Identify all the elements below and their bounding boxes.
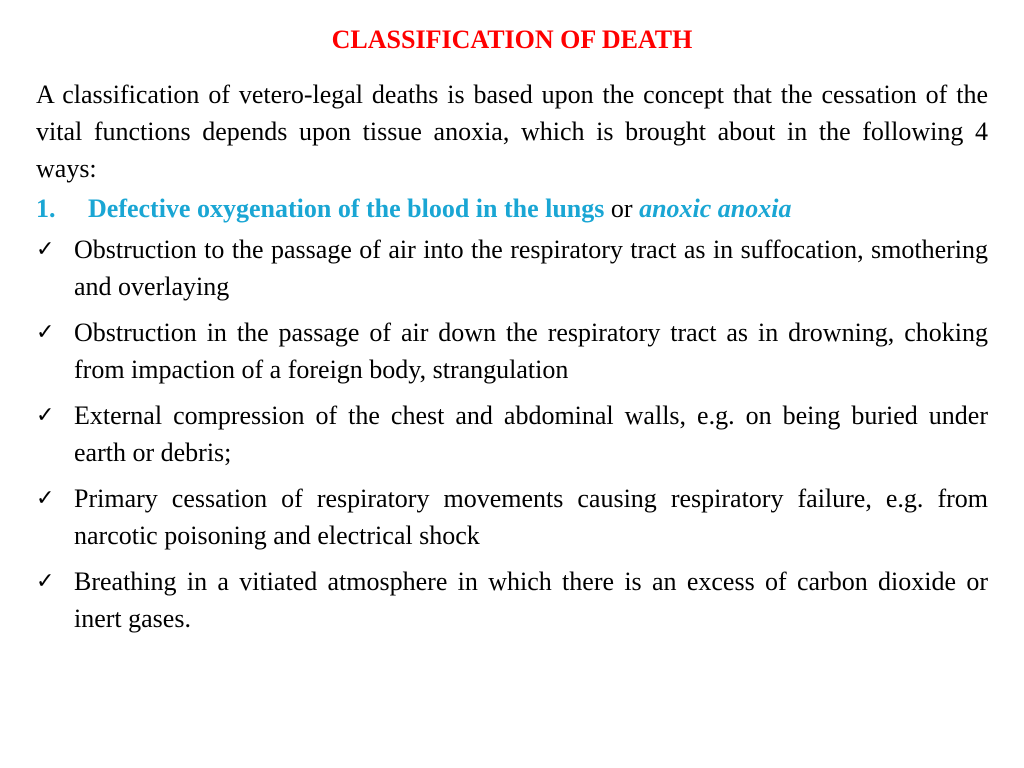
heading-number: 1. xyxy=(36,194,56,223)
check-mark-icon: ✓ xyxy=(36,237,55,262)
list-item-text: Obstruction in the passage of air down the respiratory tract as in drowning, choking from impaction of a foreign body, strangulation xyxy=(74,318,988,384)
list-item xyxy=(36,563,988,637)
list-item-text: External compression of the chest and abdominal walls, e.g. on being buried under earth or debris; xyxy=(74,401,988,467)
check-mark-icon: ✓ xyxy=(36,486,55,511)
heading-connector: or xyxy=(610,194,633,223)
list-item-text: Obstruction to the passage of air into the respiratory tract as in suffocation, smothering and overlaying xyxy=(74,235,988,301)
list-item xyxy=(36,231,988,305)
list-item xyxy=(36,314,988,388)
intro-paragraph: A classification of vetero-legal deaths is based upon the concept that the cessation of the vital functions depends upon tissue anoxia, which is brought about in the following 4 ways: xyxy=(36,80,988,183)
slide-title: CLASSIFICATION OF DEATH xyxy=(331,25,693,54)
heading-italic: anoxic anoxia xyxy=(639,194,792,223)
checklist xyxy=(36,231,988,637)
check-mark-icon: ✓ xyxy=(36,403,55,428)
list-item-text: Breathing in a vitiated atmosphere in which there is an excess of carbon dioxide or inert gases. xyxy=(74,567,988,633)
section-heading xyxy=(36,187,988,231)
check-mark-icon: ✓ xyxy=(36,320,55,345)
check-mark-icon: ✓ xyxy=(36,569,55,594)
heading-main: Defective oxygenation of the blood in the lungs xyxy=(88,194,605,223)
list-item xyxy=(36,480,988,554)
list-item-text: Primary cessation of respiratory movements causing respiratory failure, e.g. from narcotic poisoning and electrical shock xyxy=(74,484,988,550)
list-item xyxy=(36,397,988,471)
